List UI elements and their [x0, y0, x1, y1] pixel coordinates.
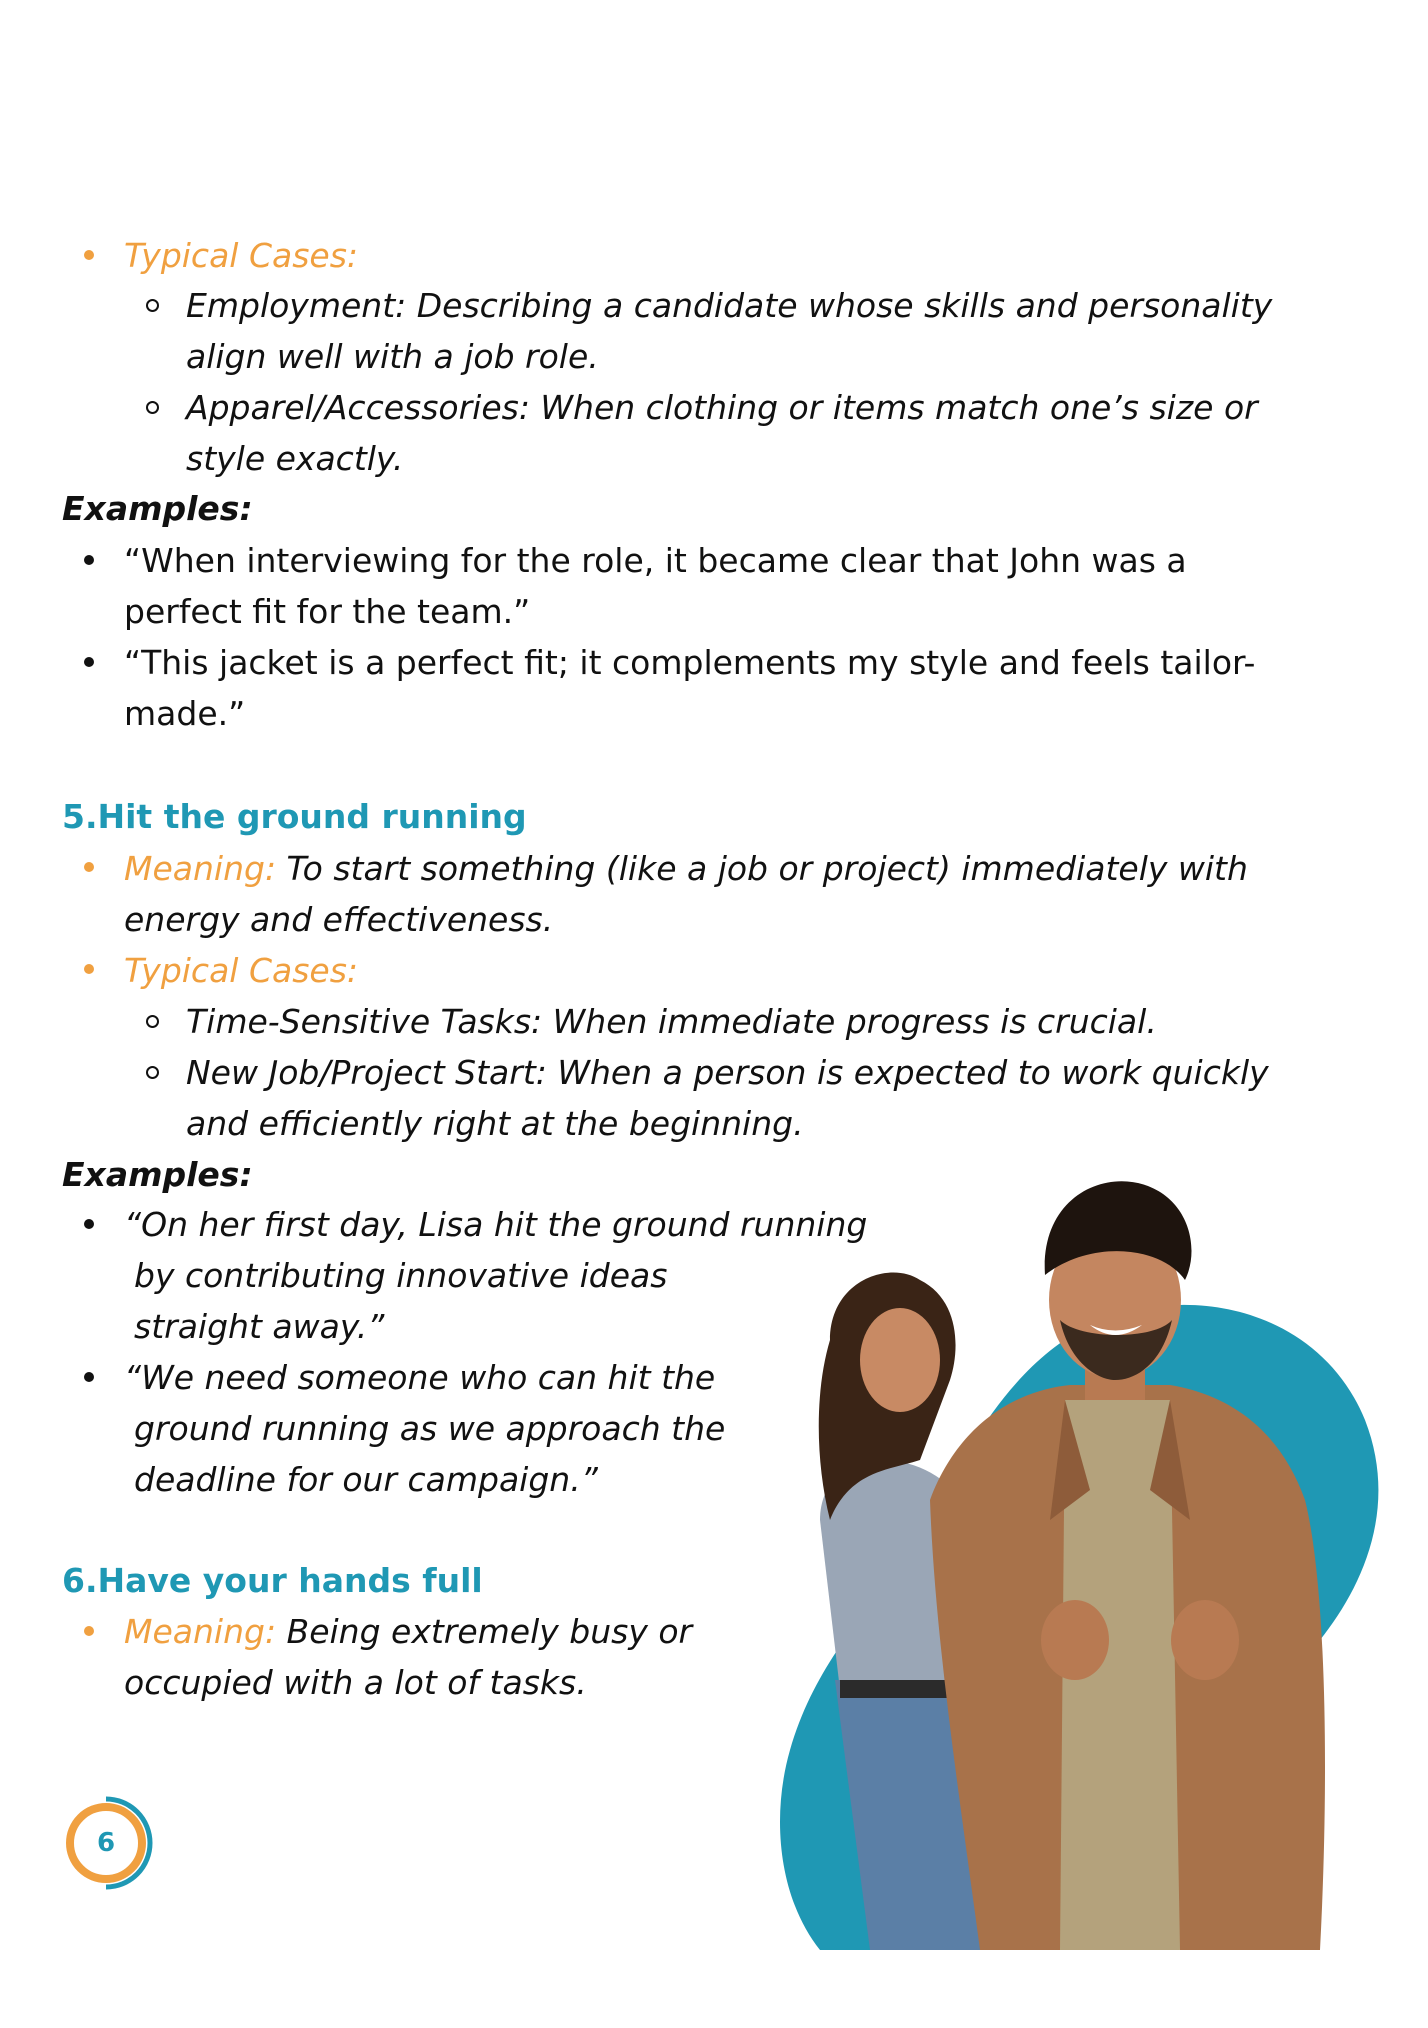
meaning-line: energy and effectiveness.: [124, 900, 554, 939]
bullet-icon: [84, 657, 94, 667]
meaning-label: Meaning:: [124, 849, 277, 888]
page-number-badge: [62, 1795, 158, 1901]
example-line: straight away.”: [134, 1307, 385, 1346]
typical-cases-label: Typical Cases:: [124, 236, 359, 275]
example-line: “On her first day, Lisa hit the ground running: [124, 1205, 868, 1244]
bullet-icon: [84, 1626, 94, 1636]
example-line: perfect fit for the team.”: [124, 592, 531, 631]
sub-bullet-icon: [146, 299, 159, 312]
example-line: deadline for our campaign.”: [134, 1460, 598, 1499]
sub-bullet-icon: [146, 1066, 159, 1079]
section-title: 6.Have your hands full: [62, 1561, 483, 1600]
section-title: 5.Hit the ground running: [62, 797, 527, 836]
case-line: Time-Sensitive Tasks: When immediate progress is crucial.: [186, 1002, 1157, 1041]
man-hand-shape: [1171, 1600, 1239, 1680]
bullet-icon: [84, 1219, 94, 1229]
case-line: align well with a job role.: [186, 337, 599, 376]
case-line: New Job/Project Start: When a person is expected to work quickly: [186, 1053, 1269, 1092]
bullet-icon: [84, 250, 94, 260]
meaning-line: [124, 843, 1366, 894]
example-line: “We need someone who can hit the: [124, 1358, 716, 1397]
typical-cases-label: Typical Cases:: [124, 951, 359, 990]
case-line: and efficiently right at the beginning.: [186, 1104, 804, 1143]
meaning-text: Being extremely busy or: [276, 1612, 693, 1651]
meaning-label: Meaning:: [124, 1612, 277, 1651]
example-line: “When interviewing for the role, it became clear that John was a: [124, 541, 1187, 580]
sub-bullet-icon: [146, 401, 159, 414]
sub-bullet-icon: [146, 1015, 159, 1028]
examples-heading: Examples:: [62, 489, 253, 528]
couple-illustration: [760, 1160, 1428, 1950]
bullet-icon: [84, 1372, 94, 1382]
meaning-text: To start something (like a job or project) immediately with: [276, 849, 1248, 888]
woman-face-shape: [860, 1308, 940, 1412]
example-line: made.”: [124, 694, 246, 733]
example-line: by contributing innovative ideas: [134, 1256, 668, 1295]
case-line: style exactly.: [186, 439, 404, 478]
page-number: 6: [96, 1828, 116, 1858]
case-line: Apparel/Accessories: When clothing or items match one’s size or: [186, 388, 1258, 427]
case-line: Employment: Describing a candidate whose skills and personality: [186, 286, 1273, 325]
bullet-icon: [84, 555, 94, 565]
bullet-icon: [84, 862, 94, 872]
bullet-icon: [84, 964, 94, 974]
meaning-line: [124, 1606, 692, 1657]
example-line: ground running as we approach the: [134, 1409, 726, 1448]
meaning-line: occupied with a lot of tasks.: [124, 1663, 587, 1702]
example-line: “This jacket is a perfect fit; it complements my style and feels tailor-: [124, 643, 1256, 682]
man-hand-shape: [1041, 1600, 1109, 1680]
examples-heading: Examples:: [62, 1155, 253, 1194]
